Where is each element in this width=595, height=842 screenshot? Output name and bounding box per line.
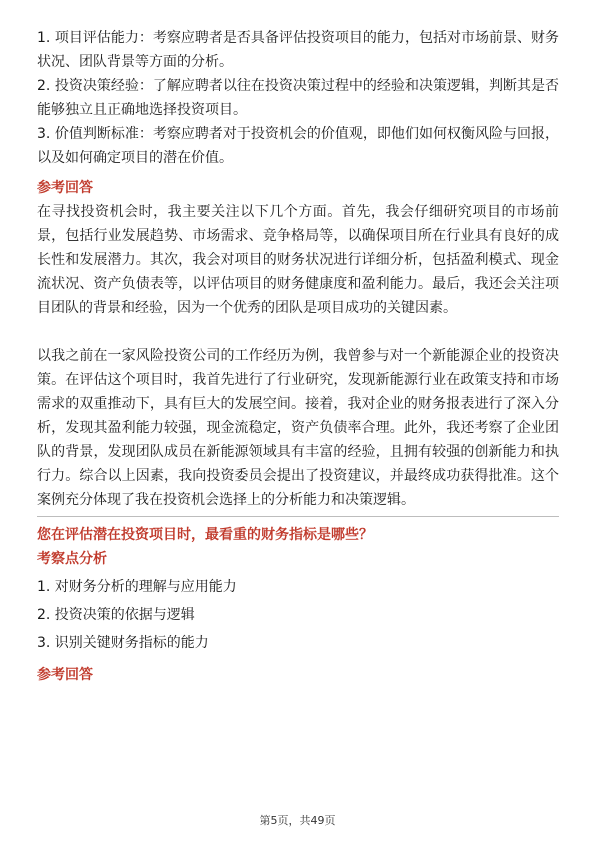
page-content [37, 26, 559, 687]
section-divider [37, 516, 559, 517]
answer-heading: 参考回答 [37, 180, 93, 196]
intro-point: 1. 项目评估能力：考察应聘者是否具备评估投资项目的能力，包括对市场前景、财务状况、团队背景等方面的分析。 [37, 30, 559, 70]
analysis-point: 2. 投资决策的依据与逻辑 [37, 607, 195, 623]
intro-point: 2. 投资决策经验：了解应聘者以往在投资决策过程中的经验和决策逻辑，判断其是否能够独立且正确地选择投资项目。 [37, 78, 559, 118]
paragraph-spacer [37, 320, 559, 344]
answer-paragraph: 在寻找投资机会时，我主要关注以下几个方面。首先，我会仔细研究项目的市场前景，包括行业发展趋势、市场需求、竞争格局等，以确保项目所在行业具有良好的成长性和发展潜力。其次，我会对项目的财务状况进行详细分析，包括盈利模式、现金流状况、资产负债表等，以评估项目的财务健康度和盈利能力。最后，我还会关注项目团队的背景和经验，因为一个优秀的团队是项目成功的关键因素。 [37, 204, 559, 316]
next-question: 您在评估潜在投资项目时，最看重的财务指标是哪些？ [37, 527, 373, 543]
analysis-point: 1. 对财务分析的理解与应用能力 [37, 579, 237, 595]
analysis-point: 3. 识别关键财务指标的能力 [37, 635, 209, 651]
answer-heading-2: 参考回答 [37, 667, 93, 683]
analysis-heading: 考察点分析 [37, 551, 107, 567]
page-number: 第5页，共49页 [259, 814, 336, 827]
answer-paragraph: 以我之前在一家风险投资公司的工作经历为例，我曾参与对一个新能源企业的投资决策。在评估这个项目时，我首先进行了行业研究，发现新能源行业在政策支持和市场需求的双重推动下，具有巨大的发展空间。接着，我对企业的财务报表进行了深入分析，发现其盈利能力较强，现金流稳定，资产负债率合理。此外，我还考察了企业团队的背景，发现团队成员在新能源领域具有丰富的经验，且拥有较强的创新能力和执行力。综合以上因素，我向投资委员会提出了投资建议，并最终成功获得批准。这个案例充分体现了我在投资机会选择上的分析能力和决策逻辑。 [37, 348, 559, 508]
intro-point: 3. 价值判断标准：考察应聘者对于投资机会的价值观，即他们如何权衡风险与回报，以及如何确定项目的潜在价值。 [37, 126, 559, 166]
